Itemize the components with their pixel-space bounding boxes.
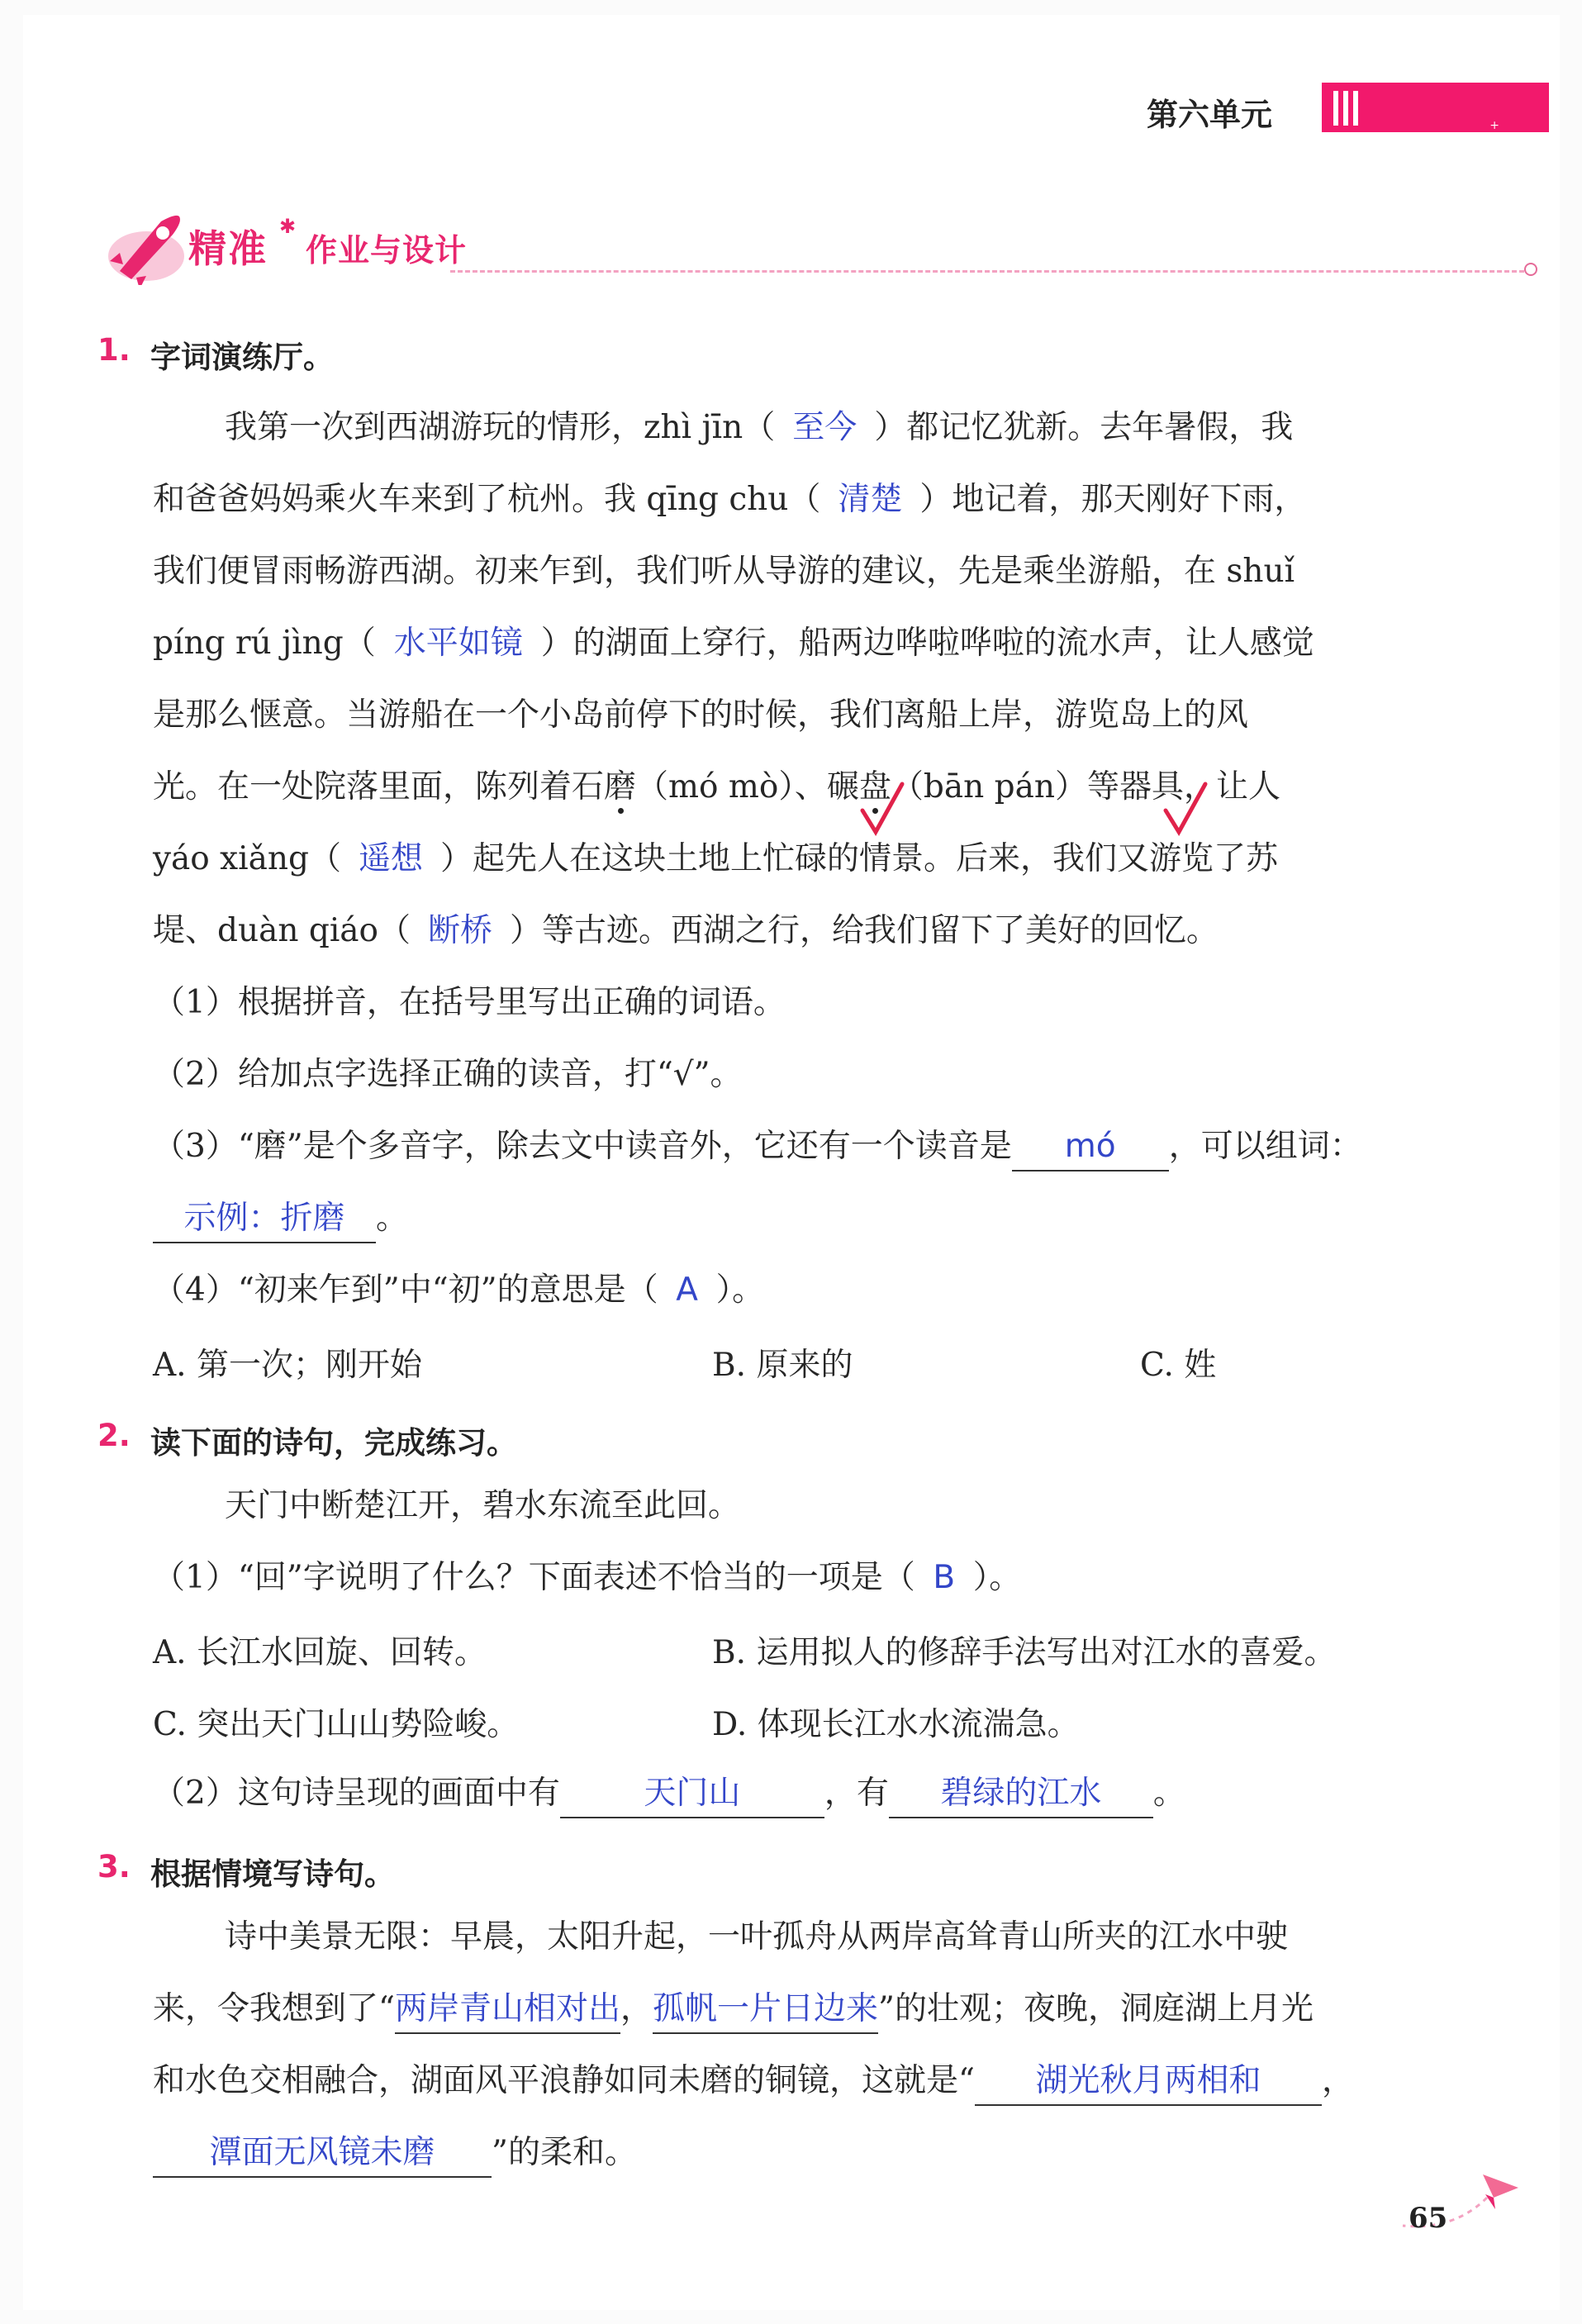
q1-sub2: （2）给加点字选择正确的读音，打“√”。 [153, 1056, 743, 1093]
q1-title: 字词演练厅。 [150, 340, 334, 375]
page-number: 65 [1409, 2202, 1448, 2235]
answer-q3-verse-1: 两岸青山相对出 [395, 1986, 620, 2034]
q2-number: 2. [97, 1418, 131, 1453]
banner-divider [450, 270, 1524, 273]
q2-option-b: B. 运用拟人的修辞手法写出对江水的喜爱。 [712, 1634, 1337, 1671]
q1-number: 1. [97, 332, 131, 368]
answer-mo-word: 示例：折磨 [153, 1195, 376, 1243]
answer-q3-verse-2: 孤帆一片日边来 [653, 1986, 878, 2034]
answer-yaoxiang: 遥想 [358, 840, 423, 877]
q2-sub1: （1）“回”字说明了什么？下面表述不恰当的一项是（ B ）。 [153, 1555, 1021, 1601]
q1-passage-line-3: 我们便冒雨畅游西湖。初来乍到，我们听从导游的建议，先是乘坐游船，在 shuǐ [153, 553, 1295, 590]
answer-shuipingrujing: 水平如镜 [393, 625, 523, 662]
check-mark-mo [858, 781, 907, 839]
star-icon: ✱ [279, 215, 297, 238]
q3-line-3: 和水色交相融合，湖面风平浪静如同未磨的铜镜，这就是“ 湖光秋月两相和 ， [153, 2058, 1354, 2106]
dotted-char-mo: 磨 [604, 768, 637, 806]
q3-line-4: 潭面无风镜未磨 ”的柔和。 [153, 2130, 637, 2178]
answer-q2-scene-1: 天门山 [560, 1770, 824, 1818]
unit-bar: + [1322, 83, 1549, 132]
banner-title: 精准 [188, 226, 268, 271]
q1-sub3-continued: 示例：折磨 。 [153, 1195, 408, 1243]
q1-passage-line-6: 光。在一处院落里面，陈列着石磨（mó mò）、碾盘（bān pán）等器具，让人 [153, 768, 1280, 806]
answer-zhijin: 至今 [792, 409, 858, 446]
section-banner [103, 207, 1466, 289]
check-mark-pan [1161, 781, 1210, 839]
q1-passage-line-2: 和爸爸妈妈乘火车来到了杭州。我 qīng chu（ 清楚 ）地记着，那天刚好下雨， [153, 477, 1306, 523]
answer-chu-meaning: A [676, 1271, 698, 1309]
answer-q2-scene-2: 碧绿的江水 [889, 1770, 1153, 1818]
unit-label: 第六单元 [1147, 97, 1273, 133]
q2-option-d: D. 体现长江水水流湍急。 [712, 1706, 1080, 1743]
answer-qingchu: 清楚 [838, 481, 903, 518]
q3-title: 根据情境写诗句。 [150, 1856, 395, 1892]
answer-q2-sub1: B [933, 1559, 956, 1596]
q2-option-c: C. 突出天门山山势险峻。 [153, 1706, 520, 1743]
q1-option-c: C. 姓 [1140, 1347, 1217, 1384]
q1-sub3: （3）“磨”是个多音字，除去文中读音外，它还有一个读音是 mó ，可以组词： [153, 1124, 1362, 1172]
banner-end-dot [1524, 263, 1537, 276]
q1-passage-line-1: 我第一次到西湖游玩的情形，zhì jīn（ 至今 ）都记忆犹新。去年暑假，我 [225, 405, 1293, 451]
rocket-icon [103, 207, 194, 285]
q1-sub1: （1）根据拼音，在括号里写出正确的词语。 [153, 984, 786, 1021]
banner-subtitle: 作业与设计 [306, 232, 468, 269]
q3-line-2: 来，令我想到了“两岸青山相对出，孤帆一片日边来”的壮观；夜晚，洞庭湖上月光 [153, 1986, 1314, 2034]
answer-duanqiao: 断桥 [428, 912, 493, 949]
q2-option-a: A. 长江水回旋、回转。 [153, 1634, 487, 1671]
answer-mo-reading: mó [1012, 1124, 1169, 1172]
answer-q3-verse-4: 潭面无风镜未磨 [153, 2130, 492, 2178]
q3-line-1: 诗中美景无限：早晨，太阳升起，一叶孤舟从两岸高耸青山所夹的江水中驶 [225, 1918, 1289, 1956]
q1-passage-line-7: yáo xiǎng（ 遥想 ）起先人在这块土地上忙碌的情景。后来，我们又游览了苏 [153, 836, 1278, 882]
q2-poem: 天门中断楚江开，碧水东流至此回。 [225, 1487, 741, 1524]
q1-option-a: A. 第一次；刚开始 [153, 1347, 422, 1384]
q1-option-b: B. 原来的 [712, 1347, 853, 1384]
q1-passage-line-8: 堤、duàn qiáo（ 断桥 ）等古迹。西湖之行，给我们留下了美好的回忆。 [153, 908, 1219, 954]
answer-q3-verse-3: 湖光秋月两相和 [975, 2058, 1322, 2106]
q1-passage-line-4: píng rú jìng（ 水平如镜 ）的湖面上穿行，船两边哗啦哗啦的流水声，让人感觉 [153, 620, 1314, 667]
q1-sub4: （4）“初来乍到”中“初”的意思是（ A ）。 [153, 1267, 764, 1314]
q2-title: 读下面的诗句，完成练习。 [150, 1425, 517, 1461]
q3-number: 3. [97, 1849, 131, 1884]
dotted-char-pan: 盘 [858, 768, 891, 806]
q1-passage-line-5: 是那么惬意。当游船在一个小岛前停下的时候，我们离船上岸，游览岛上的风 [153, 696, 1249, 734]
q2-sub2: （2）这句诗呈现的画面中有 天门山 ，有 碧绿的江水 。 [153, 1770, 1185, 1818]
